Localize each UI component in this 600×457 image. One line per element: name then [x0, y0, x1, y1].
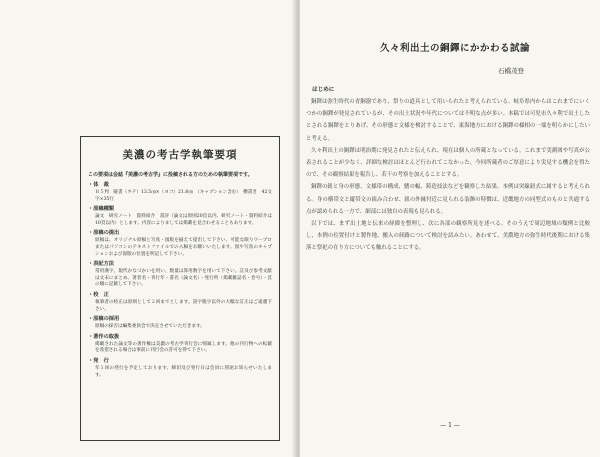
- guideline-text: 原稿は、オリジナル原稿と写真・図版を揃えて提出して下さい。可能な限りワープロまたはパソコンのテキストファイルでの入稿をお願いいたします。図や写真のキャプションおよび図版の位置を明記して下さい。: [95, 238, 272, 257]
- guideline-text: 年１回の発行を予定しております。締切及び発行日は会員に別途お知らせいたします。: [95, 365, 272, 378]
- paragraph: 銅鐸の鈕と身の形態、文様帯の構成、鰭の幅、鋳造技法などを観察した結果、本例は突線鈕式に属すると考えられる。身の横帯文と縦帯文の組み合わせ、鈕の外縁付近に見られる装飾の特徴は、近畿地方の同型式のものと共通する点が認められる一方で、細部には独自の表現も見られる。: [306, 184, 590, 215]
- guideline-text: 執筆者の校正は原則として２回までとします。誤字脱字以外の大幅な訂正はご遠慮下さい。: [95, 299, 272, 312]
- guideline-heading: ・表記方法: [88, 261, 114, 268]
- guideline-text: Ｂ５判 縦書（タテ）13.5㎝×（ヨコ）21.6㎝ （キャプション含む） 横書き 42文字×35行: [95, 190, 272, 202]
- paper-title: 久々利出土の銅鐸にかかわる試論: [379, 43, 530, 54]
- guideline-text: 原稿の採否は編集委員会で決定させていただきます。: [95, 324, 205, 330]
- paper-body: [306, 83, 590, 418]
- guideline-text: 常用漢字、現代かなづかいを用い、数量は算用数字を用いて下さい。註及び参考文献は文末にまとめ、著者名・刊行年・書名（論文名）・発行所（掲載雑誌名・巻号）・頁の順に記載して下さい。: [95, 269, 272, 288]
- guidelines-box: [80, 136, 280, 441]
- guideline-text: 論文 研究ノート 資料紹介 書評（論文は原則20頁以内、研究ノート・資料紹介は10頁以内）とします。内容によりましては掲載を見合わせることもあります。: [95, 214, 272, 226]
- left-page: [0, 0, 296, 457]
- paragraph: 久々利出土の銅鐸は明治期に発見されたと伝えられ、現在は個人の所蔵となっている。これまで実測図や写真が公表されることが少なく、詳細な検討はほとんど行われてこなかった。今回所蔵者のご厚意により実見する機会を得たので、その観察結果を報告し、若干の考察を加えることとする。: [306, 147, 590, 179]
- guidelines-title: 美濃の考古学執筆要項: [122, 149, 238, 161]
- page-number: — 1 —: [440, 422, 460, 429]
- guideline-heading: ・原稿の採用: [88, 316, 120, 323]
- guideline-heading: ・原稿種類: [88, 206, 114, 213]
- guidelines-sections: [88, 182, 272, 379]
- guideline-heading: ・校 正: [88, 291, 109, 298]
- guideline-heading: ・原稿の提出: [88, 230, 120, 237]
- guidelines-intro: この要項は会誌『美濃の考古学』に投稿される方のための執筆要項です。: [88, 172, 253, 178]
- paragraph: 銅鐸は弥生時代の青銅器であり、祭りの道具として用いられたと考えられている。岐阜県内からはこれまでにいくつかの銅鐸が発見されているが、その出土状況や年代については不明な点が多い。本稿では可児市久々利で出土したとされる銅鐸をとりあげ、その形態と文様を検討することで、東海地方における銅鐸の様相の一端を明らかにしたいと考える。: [306, 99, 590, 142]
- guideline-heading: ・体 裁: [88, 182, 109, 188]
- section-heading: はじめに: [312, 87, 335, 93]
- guideline-heading: ・著作の取扱: [88, 333, 120, 340]
- guideline-heading: ・発 行: [88, 357, 109, 364]
- paragraph: 以下では、まず出土地と伝来の経緯を整理し、次に各部の観察所見を述べる。そのうえで周辺地域の類例と比較し、本例の位置付けと製作地、搬入の経路について検討を試みたい。あわせて、美濃地方の弥生時代後期における集落と祭祀の在り方についても触れることにする。: [306, 221, 590, 252]
- guideline-text: 掲載された論文等の著作権は美濃の考古学刊行会に帰属します。他の刊行物への転載を希望される場合は事前に刊行会の許可を得て下さい。: [95, 341, 272, 354]
- author-name: 石橋茂登: [498, 67, 524, 75]
